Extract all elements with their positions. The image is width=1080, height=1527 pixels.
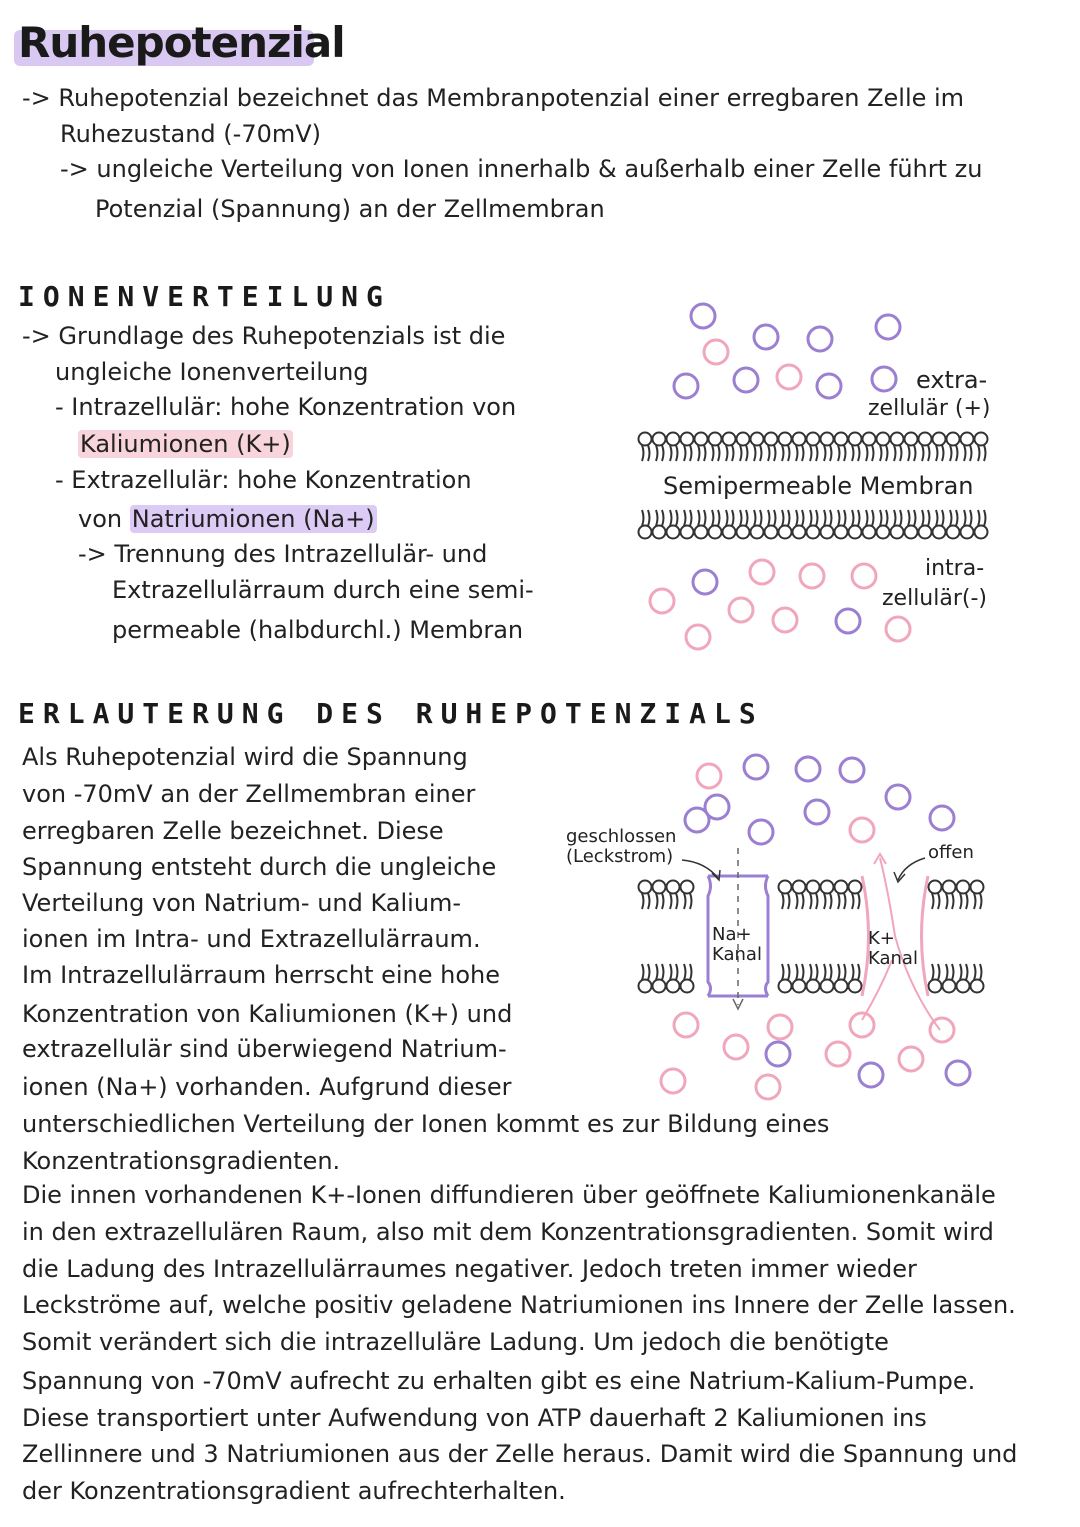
lipid-head	[667, 881, 680, 894]
ion-na	[805, 800, 829, 824]
kaliumionen-highlight: Kaliumionen (K+)	[80, 430, 291, 458]
ion-na	[749, 820, 773, 844]
s1-line-2: ungleiche Ionenverteilung	[55, 358, 369, 386]
s2-line-21: der Konzentrationsgradient aufrechterhalten.	[22, 1477, 566, 1505]
lipid-tail	[830, 964, 832, 980]
label-geschlossen: geschlossen	[566, 826, 677, 847]
ion-na	[840, 758, 864, 782]
s2-line-20: Zellinnere und 3 Natriumionen aus der Zelle heraus. Damit wird die Spannung und	[22, 1440, 1018, 1468]
s2-line-12: Konzentrationsgradienten.	[22, 1147, 341, 1175]
lipid-head	[943, 980, 956, 993]
ion-na	[886, 785, 910, 809]
lipid-tail	[960, 964, 962, 980]
s1-line-8: Extrazellulärraum durch eine semi-	[112, 576, 534, 604]
lipid-tail	[946, 893, 948, 909]
lipid-tail	[980, 964, 982, 980]
lipid-head	[807, 980, 820, 993]
lipid-tail	[938, 893, 940, 909]
ion-na	[796, 757, 820, 781]
lipid-tail	[844, 964, 846, 980]
label-na-channel-2: Kanal	[712, 944, 762, 965]
ion-k	[674, 1013, 698, 1037]
label-intra-1: intra-	[925, 556, 985, 581]
lipid-head	[835, 980, 848, 993]
lipid-tail	[824, 964, 826, 980]
ion-na	[859, 1063, 883, 1087]
label-leckstrom: (Leckstrom)	[566, 846, 674, 867]
section-heading-ionenverteilung: IONENVERTEILUNG	[18, 280, 391, 313]
lipid-tail	[676, 893, 678, 909]
s1-line-5: - Extrazellulär: hohe Konzentration	[55, 466, 472, 494]
label-offen: offen	[928, 842, 974, 863]
lipid-head	[793, 881, 806, 894]
s2-line-5: Verteilung von Natrium- und Kalium-	[22, 889, 462, 917]
s2-line-9: extrazellulär sind überwiegend Natrium-	[22, 1035, 507, 1063]
lipid-tail	[960, 893, 962, 909]
lipid-tail	[642, 964, 644, 980]
lipid-tail	[824, 893, 826, 909]
lipid-tail	[838, 964, 840, 980]
lipid-head	[639, 980, 652, 993]
lipid-head	[667, 980, 680, 993]
s1-line-6-prefix: von	[78, 505, 130, 533]
lipid-head	[971, 980, 984, 993]
lipid-tail	[858, 893, 860, 909]
lipid-tail	[816, 893, 818, 909]
lipid-head	[653, 881, 666, 894]
s2-line-7: Im Intrazellulärraum herrscht eine hohe	[22, 961, 501, 989]
s2-line-4: Spannung entsteht durch die ungleiche	[22, 853, 497, 881]
lipid-tail	[788, 893, 790, 909]
lipid-tail	[974, 964, 976, 980]
lipid-head	[681, 881, 694, 894]
lipid-tail	[946, 964, 948, 980]
label-intra-2: zellulär(-)	[882, 586, 987, 611]
lipid-tail	[952, 893, 954, 909]
ion-na	[946, 1061, 970, 1085]
s1-line-7: -> Trennung des Intrazellulär- und	[78, 540, 488, 568]
lipid-head	[807, 881, 820, 894]
lipid-tail	[648, 893, 650, 909]
s1-line-1: -> Grundlage des Ruhepotenzials ist die	[22, 322, 506, 350]
lipid-tail	[690, 893, 692, 909]
s2-line-8: Konzentration von Kaliumionen (K+) und	[22, 1000, 513, 1028]
ion-na	[930, 806, 954, 830]
lipid-tail	[932, 964, 934, 980]
lipid-tail	[788, 964, 790, 980]
lipid-head	[943, 881, 956, 894]
ion-k	[724, 1035, 748, 1059]
lipid-tail	[662, 964, 664, 980]
lipid-head	[929, 980, 942, 993]
s2-line-6: ionen im Intra- und Extrazellulärraum.	[22, 925, 481, 953]
label-membrane: Semipermeable Membran	[660, 472, 977, 500]
ion-k	[826, 1042, 850, 1066]
s2-line-11: unterschiedlichen Verteilung der Ionen kommt es zur Bildung eines	[22, 1110, 830, 1138]
lipid-tail	[810, 893, 812, 909]
lipid-head	[957, 980, 970, 993]
lipid-head	[835, 881, 848, 894]
intro-line-1: -> Ruhepotenzial bezeichnet das Membranpotenzial einer erregbaren Zelle im	[22, 84, 965, 112]
lipid-tail	[852, 893, 854, 909]
s2-line-14: in den extrazellulären Raum, also mit dem Konzentrationsgradienten. Somit wird	[22, 1218, 994, 1246]
ion-na	[766, 1042, 790, 1066]
lipid-tail	[830, 893, 832, 909]
s1-line-9: permeable (halbdurchl.) Membran	[112, 616, 524, 644]
lipid-head	[639, 881, 652, 894]
lipid-tail	[642, 893, 644, 909]
lipid-head	[653, 980, 666, 993]
lipid-tail	[684, 893, 686, 909]
lipid-tail	[966, 964, 968, 980]
lipid-tail	[952, 964, 954, 980]
intro-line-3: -> ungleiche Verteilung von Ionen innerhalb & außerhalb einer Zelle führt zu	[60, 155, 983, 183]
lipid-tail	[802, 964, 804, 980]
lipid-tail	[670, 964, 672, 980]
s2-line-17: Somit verändert sich die intrazelluläre Ladung. Um jedoch die benötigte	[22, 1328, 889, 1356]
lipid-tail	[796, 893, 798, 909]
lipid-tail	[974, 893, 976, 909]
intro-line-4: Potenzial (Spannung) an der Zellmembran	[95, 195, 605, 223]
ion-k	[768, 1015, 792, 1039]
ion-k	[756, 1075, 780, 1099]
lipid-tail	[858, 964, 860, 980]
lipid-tail	[966, 893, 968, 909]
lipid-tail	[938, 964, 940, 980]
lipid-tail	[662, 893, 664, 909]
lipid-tail	[676, 964, 678, 980]
intro-line-2: Ruhezustand (-70mV)	[60, 120, 322, 148]
ion-k	[661, 1069, 685, 1093]
lipid-tail	[670, 893, 672, 909]
lipid-head	[821, 980, 834, 993]
lipid-bilayer-segments	[639, 881, 984, 993]
lipid-head	[849, 980, 862, 993]
lipid-tail	[782, 964, 784, 980]
lipid-tail	[810, 964, 812, 980]
s2-line-3: erregbaren Zelle bezeichnet. Diese	[22, 817, 444, 845]
s2-line-15: die Ladung des Intrazellulärraumes negativer. Jedoch treten immer wieder	[22, 1255, 917, 1283]
lipid-tail	[844, 893, 846, 909]
lipid-tail	[796, 964, 798, 980]
lipid-tail	[648, 964, 650, 980]
lipid-tail	[980, 893, 982, 909]
lipid-tail	[656, 893, 658, 909]
lipid-tail	[816, 964, 818, 980]
lipid-head	[779, 980, 792, 993]
ion-k	[697, 764, 721, 788]
label-k-channel-1: K+	[868, 928, 895, 949]
lipid-tail	[852, 964, 854, 980]
ion-k	[850, 818, 874, 842]
ion-k	[850, 1013, 874, 1037]
ion-na	[685, 808, 709, 832]
lipid-tail	[690, 964, 692, 980]
s2-line-18: Spannung von -70mV aufrecht zu erhalten gibt es eine Natrium-Kalium-Pumpe.	[22, 1367, 976, 1395]
natriumionen-highlight: Natriumionen (Na+)	[131, 505, 375, 533]
lipid-head	[971, 881, 984, 894]
label-k-channel-2: Kanal	[868, 948, 918, 969]
lipid-head	[793, 980, 806, 993]
lipid-head	[929, 881, 942, 894]
lipid-tail	[932, 893, 934, 909]
lipid-head	[821, 881, 834, 894]
s2-line-19: Diese transportiert unter Aufwendung von ATP dauerhaft 2 Kaliumionen ins	[22, 1404, 927, 1432]
s2-line-16: Leckströme auf, welche positiv geladene Natriumionen ins Innere der Zelle lassen.	[22, 1291, 1016, 1319]
label-na-channel-1: Na+	[712, 924, 752, 945]
s2-line-2: von -70mV an der Zellmembran einer	[22, 780, 476, 808]
ion-na	[744, 755, 768, 779]
lipid-head	[779, 881, 792, 894]
page-title: Ruhepotenzial	[18, 18, 345, 67]
lipid-head	[957, 881, 970, 894]
lipid-tail	[802, 893, 804, 909]
lipid-tail	[684, 964, 686, 980]
ion-k	[899, 1047, 923, 1071]
s2-line-10: ionen (Na+) vorhanden. Aufgrund dieser	[22, 1073, 512, 1101]
label-extra-1: extra-	[916, 366, 988, 394]
s1-line-3: - Intrazellulär: hohe Konzentration von	[55, 393, 517, 421]
lipid-tail	[656, 964, 658, 980]
lipid-head	[849, 881, 862, 894]
lipid-tail	[838, 893, 840, 909]
section-heading-erlauterung: ERLAUTERUNG DES RUHEPOTENZIALS	[18, 697, 764, 730]
label-extra-2: zellulär (+)	[868, 396, 991, 421]
lipid-head	[681, 980, 694, 993]
s2-line-1: Als Ruhepotenzial wird die Spannung	[22, 743, 468, 771]
s2-line-13: Die innen vorhandenen K+-Ionen diffundieren über geöffnete Kaliumionenkanäle	[22, 1181, 996, 1209]
lipid-tail	[782, 893, 784, 909]
